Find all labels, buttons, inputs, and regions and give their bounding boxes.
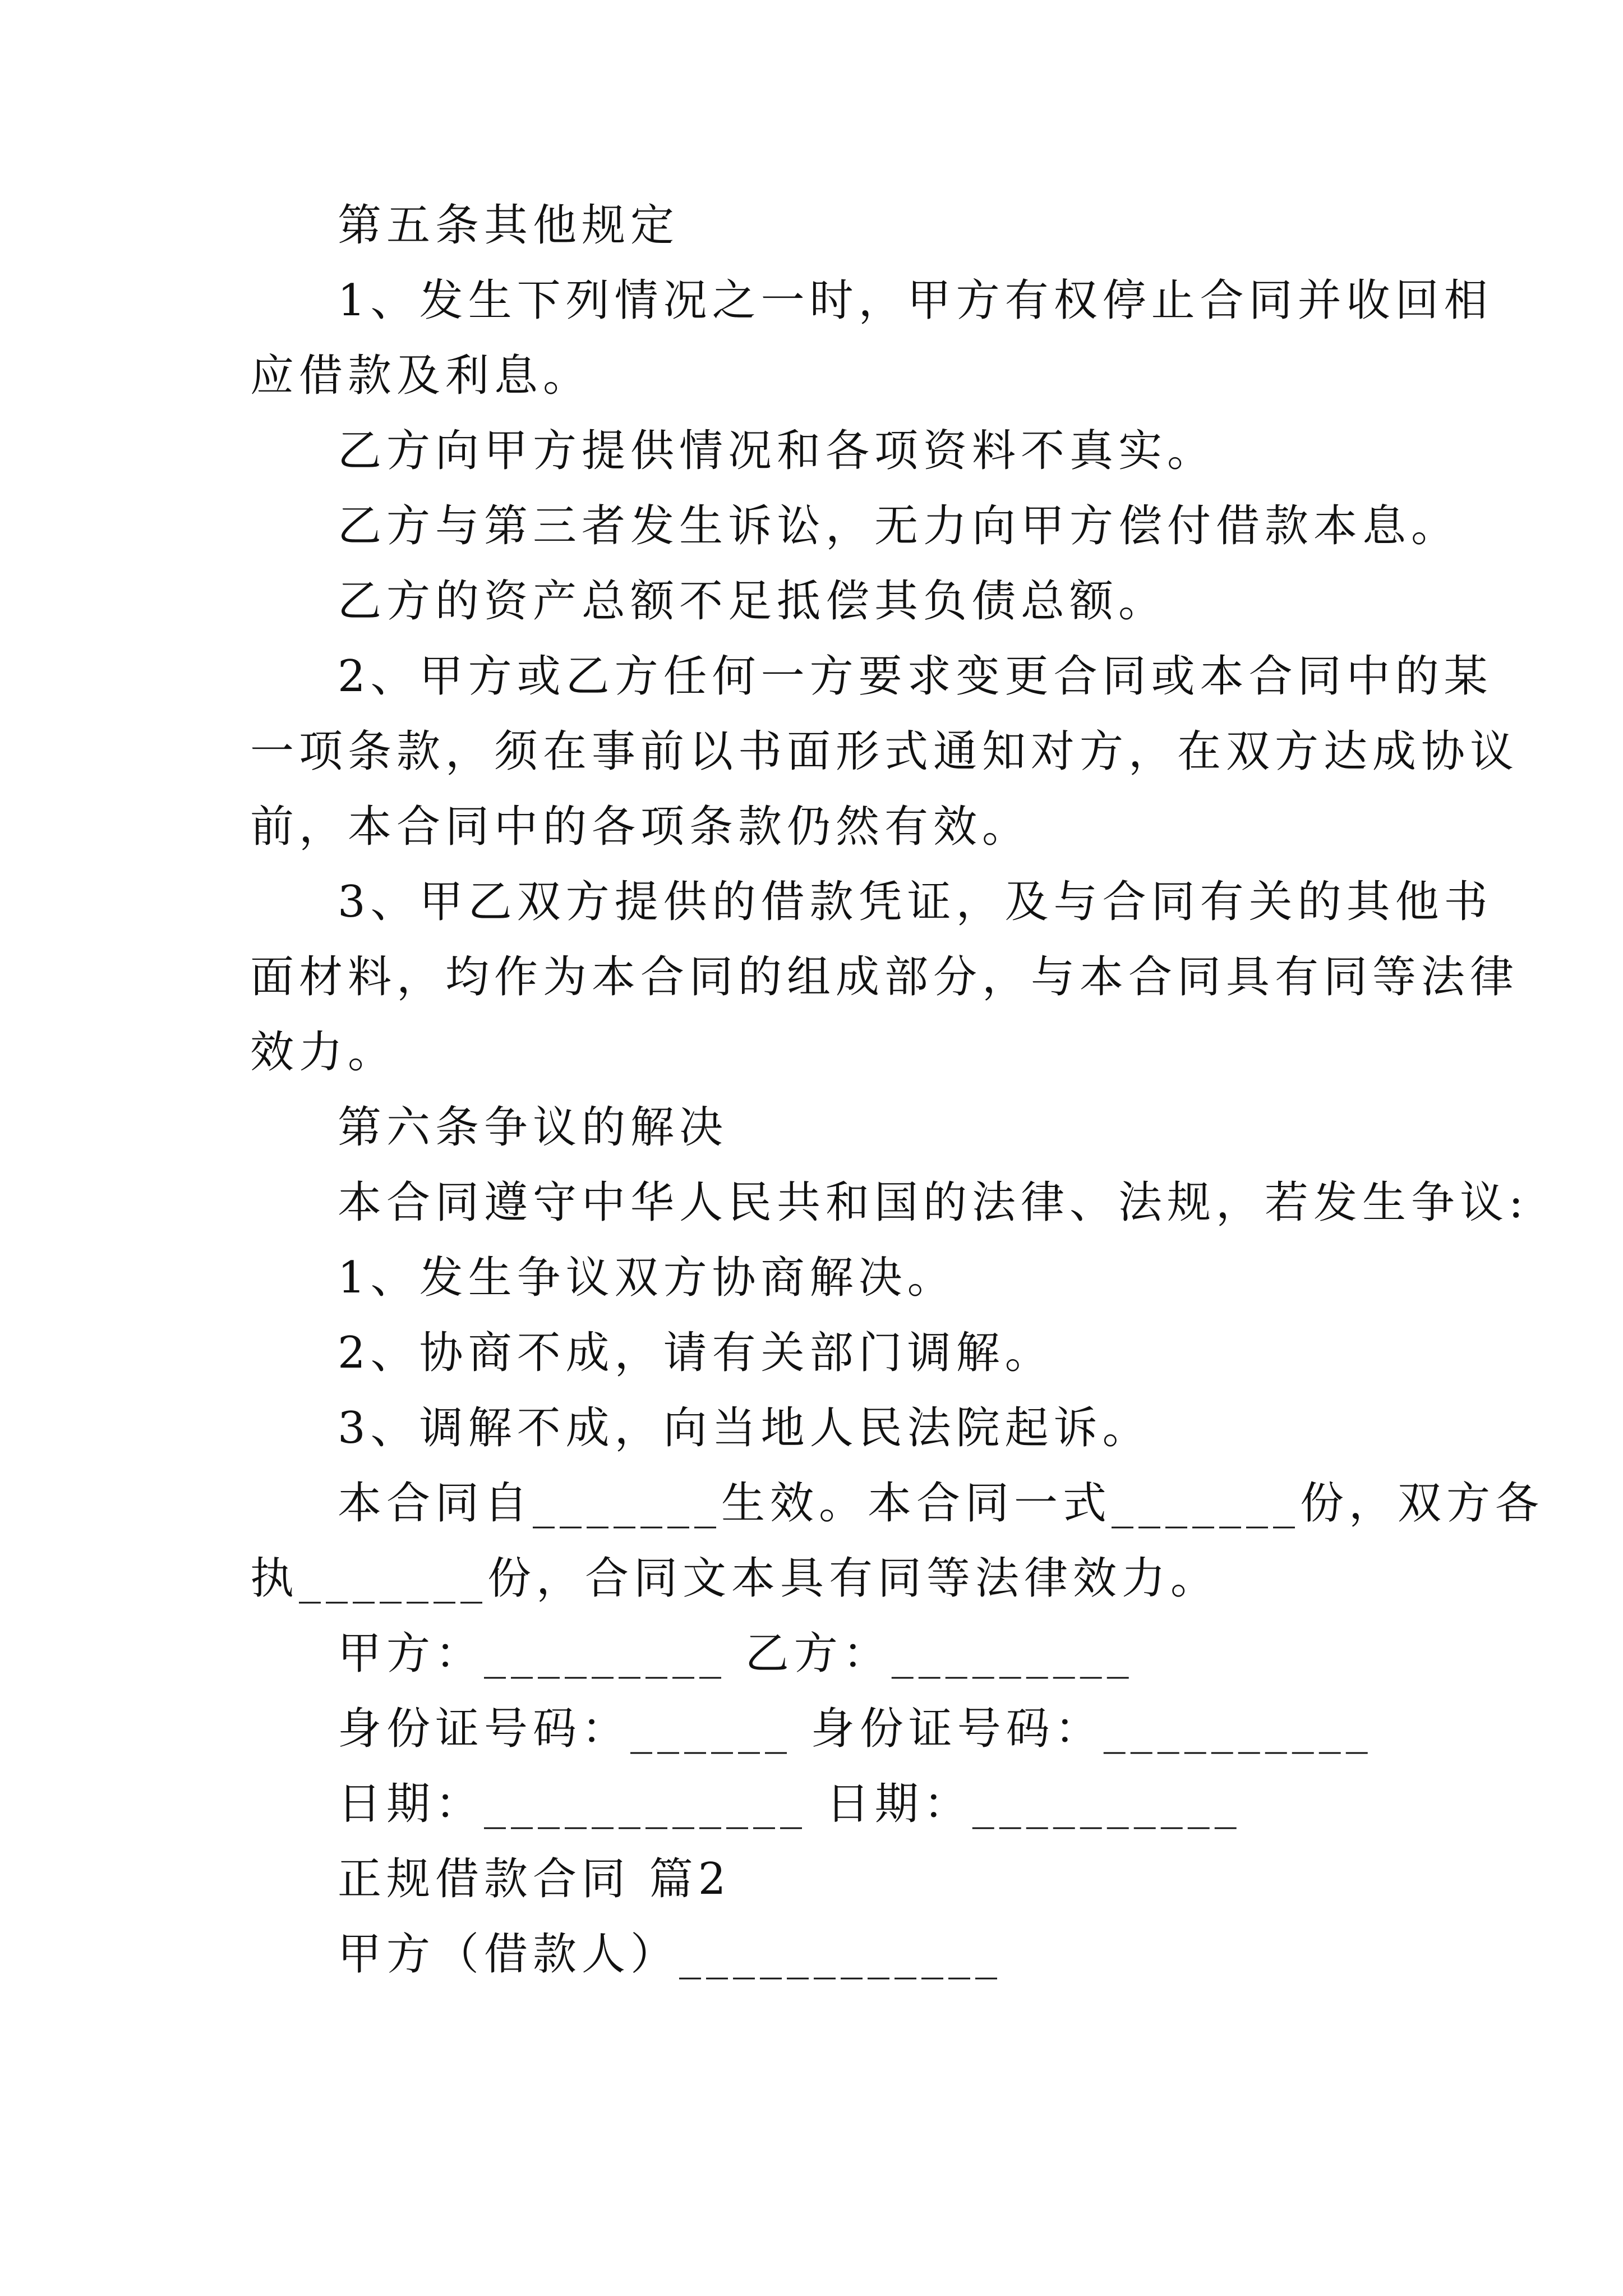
- paragraph-line: 一项条款，须在事前以书面形式通知对方，在双方达成协议: [250, 726, 1519, 777]
- paragraph-line: 面材料，均作为本合同的组成部分，与本合同具有同等法律: [250, 952, 1519, 1002]
- date-row: 日期：____________ 日期：__________: [338, 1779, 1242, 1829]
- article-5-heading: 第五条其他规定: [338, 200, 680, 251]
- paragraph-line: 前，本合同中的各项条款仍然有效。: [250, 802, 1031, 852]
- paragraph-line: 乙方向甲方提供情况和各项资料不真实。: [338, 426, 1216, 476]
- contract-2-title: 正规借款合同 篇2: [338, 1854, 731, 1904]
- paragraph-line: 1、发生下列情况之一时，甲方有权停止合同并收回相: [338, 275, 1493, 326]
- effective-clause-line: 执_______份，合同文本具有同等法律效力。: [250, 1553, 1220, 1604]
- paragraph-line: 乙方的资产总额不足抵偿其负债总额。: [338, 576, 1168, 627]
- paragraph-line: 2、甲方或乙方任何一方要求变更合同或本合同中的某: [338, 651, 1493, 702]
- paragraph-line: 3、调解不成，向当地人民法院起诉。: [338, 1403, 1151, 1453]
- effective-clause-line: 本合同自_______生效。本合同一式_______份，双方各: [338, 1478, 1544, 1529]
- paragraph-line: 2、协商不成，请有关部门调解。: [338, 1328, 1054, 1378]
- paragraph-line: 乙方与第三者发生诉讼，无力向甲方偿付借款本息。: [338, 501, 1460, 551]
- article-6-heading: 第六条争议的解决: [338, 1102, 728, 1153]
- paragraph-line: 3、甲乙双方提供的借款凭证，及与合同有关的其他书: [338, 877, 1493, 927]
- party-signature-row: 甲方：_________ 乙方：_________: [338, 1628, 1134, 1679]
- paragraph-line: 本合同遵守中华人民共和国的法律、法规，若发生争议:: [338, 1177, 1529, 1228]
- paragraph-line: 效力。: [250, 1027, 397, 1078]
- borrower-line: 甲方（借款人）____________: [338, 1929, 1003, 1980]
- id-number-row: 身份证号码：______ 身份证号码：__________: [338, 1704, 1373, 1754]
- document-body: [250, 188, 1544, 1992]
- paragraph-line: 应借款及利息。: [250, 351, 592, 401]
- paragraph-line: 1、发生争议双方协商解决。: [338, 1253, 956, 1303]
